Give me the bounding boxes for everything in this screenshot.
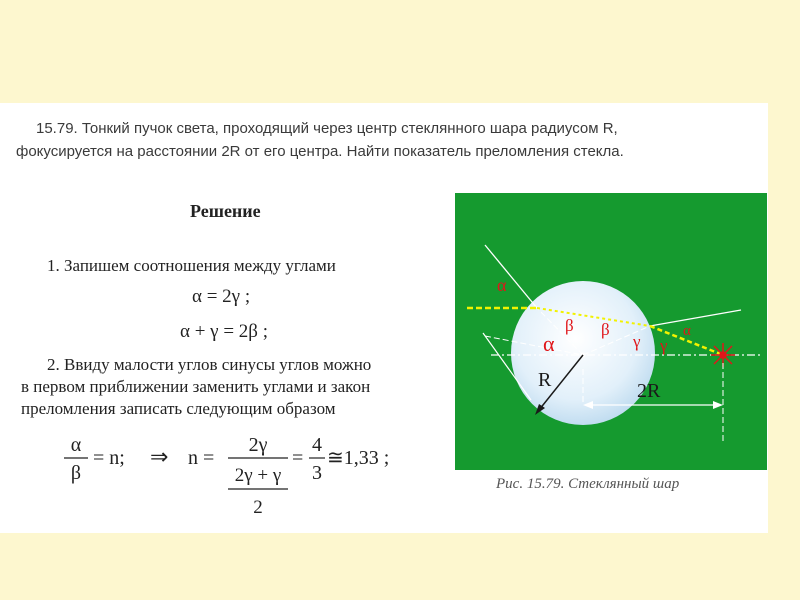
label-alpha-top: α (497, 275, 507, 295)
label-beta-2: β (601, 320, 610, 339)
refraction-formula (60, 431, 420, 531)
step-2-line-1: 2. Ввиду малости углов синусы углов можно (47, 355, 372, 374)
problem-statement (16, 117, 761, 163)
fraction-2-numerator: 2γ (248, 434, 268, 456)
step-2-continuation: в первом приближении заменить углами и закон преломления записать следующим образом (21, 377, 371, 418)
label-alpha-center: α (543, 331, 555, 356)
label-gamma-1: γ (633, 332, 641, 351)
implies-sign: ⇒ (150, 444, 169, 469)
fraction-1-denominator: β (70, 462, 82, 484)
problem-line-2: фокусируется на расстоянии 2R от его центра. Найти показатель преломления стекла. (16, 143, 624, 160)
problem-line-1: 15.79. Тонкий пучок света, проходящий через центр стеклянного шара радиусом R, (36, 120, 618, 137)
fraction-2-den-numerator: 2γ + γ (234, 465, 282, 486)
n-equals: n = (188, 447, 215, 469)
label-gamma-2: γ (660, 336, 668, 355)
figure-caption: Рис. 15.79. Стеклянный шар (496, 476, 680, 492)
solution-heading: Решение (190, 201, 261, 221)
fraction-1-numerator: α (70, 434, 82, 456)
label-radius: R (538, 369, 552, 391)
formula-result: ≅1,33 ; (327, 447, 390, 469)
glass-ball-figure (455, 193, 767, 470)
label-distance-2r: 2R (637, 380, 661, 402)
step-2-text (21, 354, 467, 420)
fraction-3-denominator: 3 (312, 462, 322, 484)
label-beta-1: β (565, 316, 574, 335)
fraction-1-rhs: = n; (93, 447, 125, 469)
step-1-text: 1. Запишем соотношения между углами (47, 256, 336, 275)
fraction-3-numerator: 4 (312, 434, 322, 456)
label-alpha-right: α (683, 323, 691, 339)
equals-sign: = (292, 447, 304, 469)
equation-2: α + γ = 2β ; (180, 321, 268, 342)
slide (0, 103, 768, 533)
equation-1: α = 2γ ; (192, 286, 251, 307)
fraction-2-den-denominator: 2 (253, 497, 263, 518)
